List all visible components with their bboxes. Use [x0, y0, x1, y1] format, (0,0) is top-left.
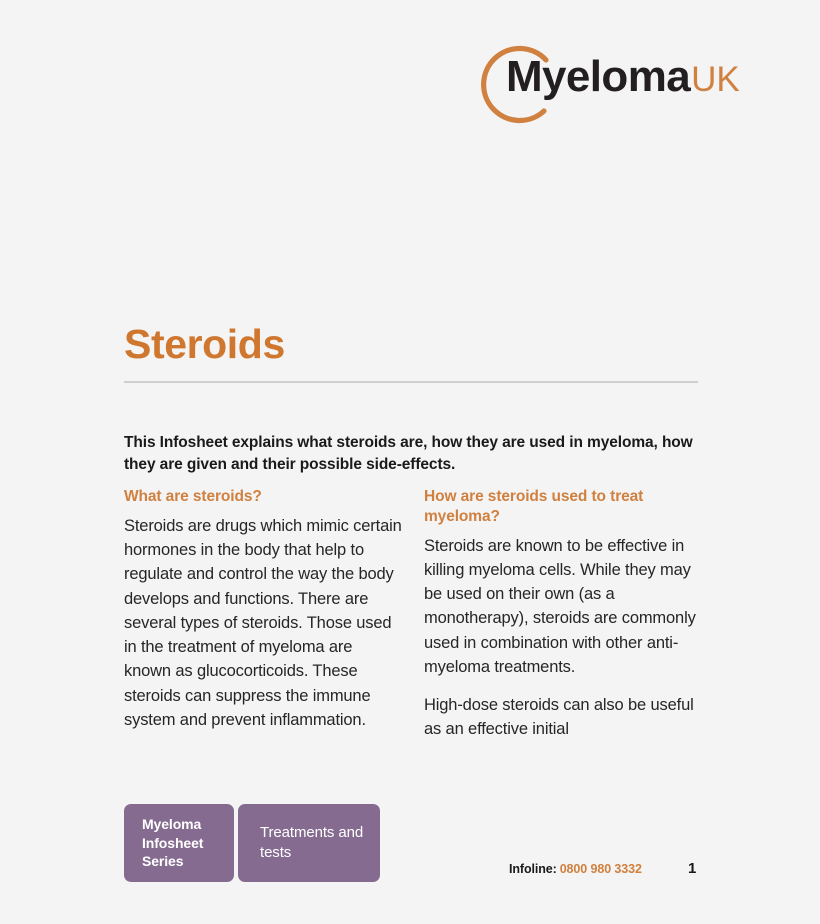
series-badge: [124, 804, 380, 882]
column-what-are-steroids: [124, 487, 402, 742]
page-title: Steroids: [124, 321, 285, 367]
logo-wordmark: [506, 52, 740, 101]
column-heading: What are steroids?: [124, 488, 262, 505]
column-paragraph: Steroids are known to be effective in killing myeloma cells. While they may be used on their own (as a monotherapy), steroids are commonly used in combination with other anti-myeloma treatments.: [424, 536, 696, 676]
intro-text: This Infosheet explains what steroids are, how they are used in myeloma, how they are given and their possible side-effects.: [124, 433, 693, 473]
myeloma-uk-logo: [478, 40, 740, 132]
content-columns: [124, 487, 702, 742]
title-divider: [124, 381, 698, 383]
infoline-phone-number: 0800 980 3332: [559, 862, 642, 876]
infoline-label: Infoline:: [509, 862, 557, 876]
logo-name-suffix: UK: [691, 60, 740, 99]
column-heading: How are steroids used to treat myeloma?: [424, 488, 644, 525]
column-paragraph: High-dose steroids can also be useful as an effective initial: [424, 696, 694, 739]
column-paragraph: Steroids are drugs which mimic certain hormones in the body that help to regulate and control the way the body develops and functions. There are several types of steroids. Those used in the treatment of myeloma are known as glucocorticoids. These steroids can suppress the immune system and prevent inflammation.: [124, 516, 402, 729]
page-number: 1: [688, 860, 697, 877]
infoline: [509, 862, 642, 876]
logo-name-primary: Myeloma: [506, 52, 691, 101]
badge-series-label: Myeloma Infosheet Series: [124, 804, 234, 882]
column-how-used-to-treat: [424, 487, 702, 742]
badge-category-label: Treatments and tests: [238, 804, 380, 882]
